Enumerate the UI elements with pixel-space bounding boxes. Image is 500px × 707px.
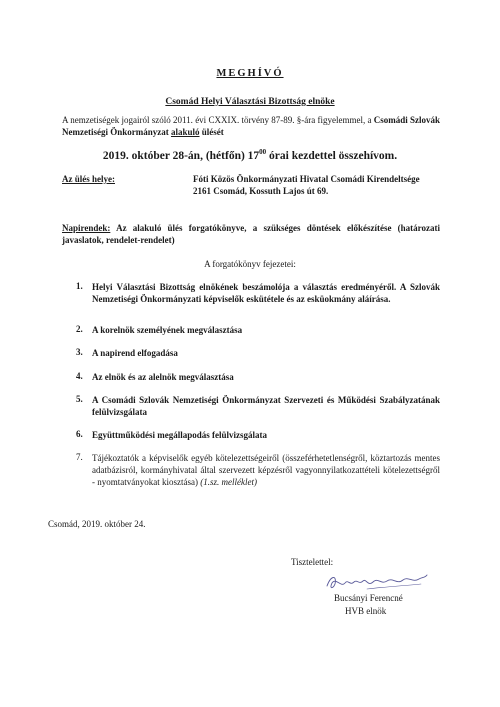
- place-and-date: Csomád, 2019. október 24.: [48, 519, 146, 529]
- agenda-item-3: A napirend elfogadása: [92, 348, 178, 358]
- location-label: Az ülés helye:: [62, 174, 115, 184]
- location-line-1: Fóti Közös Önkormányzati Hivatal Csomádi Kirendeltsége: [193, 174, 420, 184]
- agenda-item-number: 5.: [76, 394, 83, 404]
- intro-end: ülését: [199, 127, 224, 137]
- agenda-item-number: 2.: [76, 324, 83, 334]
- inaugural-word: alakuló: [170, 127, 200, 137]
- signer-name: Bucsányi Ferencné: [334, 593, 403, 603]
- agenda-item-1: Helyi Választási Bizottság elnökének beszámolója a választás eredményéről. A Szlovák Nemzetiségi Önkormányzati képviselők eskütétele és az esküokmány aláírása.: [92, 282, 440, 304]
- agenda-item-7: Tájékoztatók a képviselők egyéb kötelezettségeiről (összeférhetetlenségről, köztartozás mentes adatbázisról, kormányhivatal által szervezett képzésről vagyonnyilatkozattételi kötelezettségről - nyomtatványokat kiosztása) (1.sz. melléklet): [92, 453, 440, 487]
- attachment-note: (1.sz. melléklet): [200, 477, 257, 487]
- agenda-item-4: Az elnök és az alelnök megválasztása: [92, 372, 234, 382]
- document-subtitle: Csomád Helyi Választási Bizottság elnöke: [165, 97, 335, 107]
- agenda-item-6: Együttműködési megállapodás felülvizsgálata: [92, 430, 268, 440]
- agenda-item-number: 1.: [76, 281, 83, 291]
- agenda-item-number: 3.: [76, 347, 83, 357]
- agenda-label: Napirendek:: [62, 223, 111, 233]
- location-line-2: 2161 Csomád, Kossuth Lajos út 69.: [193, 186, 329, 196]
- agenda-item-2: A korelnök személyének megválasztása: [92, 325, 243, 335]
- signer-role: HVB elnök: [345, 606, 387, 616]
- council-name: Csomádi Szlovák Nemzetiségi Önkormányzat: [62, 115, 440, 137]
- agenda-heading: A forgatókönyv fejezetei:: [204, 259, 296, 269]
- agenda-intro: [62, 222, 440, 246]
- intro-paragraph: [62, 114, 440, 138]
- meeting-time-superscript: 00: [259, 148, 267, 156]
- agenda-item-5: A Csomádi Szlovák Nemzetiségi Önkormányzat Szervezeti és Működési Szabályzatának felülvizsgálata: [92, 395, 440, 417]
- agenda-item-number: 4.: [76, 371, 83, 381]
- document-title: MEGHÍVÓ: [216, 68, 284, 79]
- agenda-item-number: 7.: [76, 452, 83, 462]
- intro-text: A nemzetiségek jogairól szóló 2011. évi CXXIX. törvény 87-89. §-ára figyelemmel, a: [62, 115, 374, 125]
- agenda-text: Az alakuló ülés forgatókönyve, a szükséges döntések előkészítése (határozati javaslatok, rendelet-rendelet): [62, 223, 440, 245]
- meeting-time: 2019. október 28-án, (hétfőn) $17^{00}$ órai kezdettel összehívom.: [102, 148, 398, 162]
- agenda-item-number: 6.: [76, 429, 83, 439]
- closing-greeting: Tisztelettel:: [291, 557, 334, 567]
